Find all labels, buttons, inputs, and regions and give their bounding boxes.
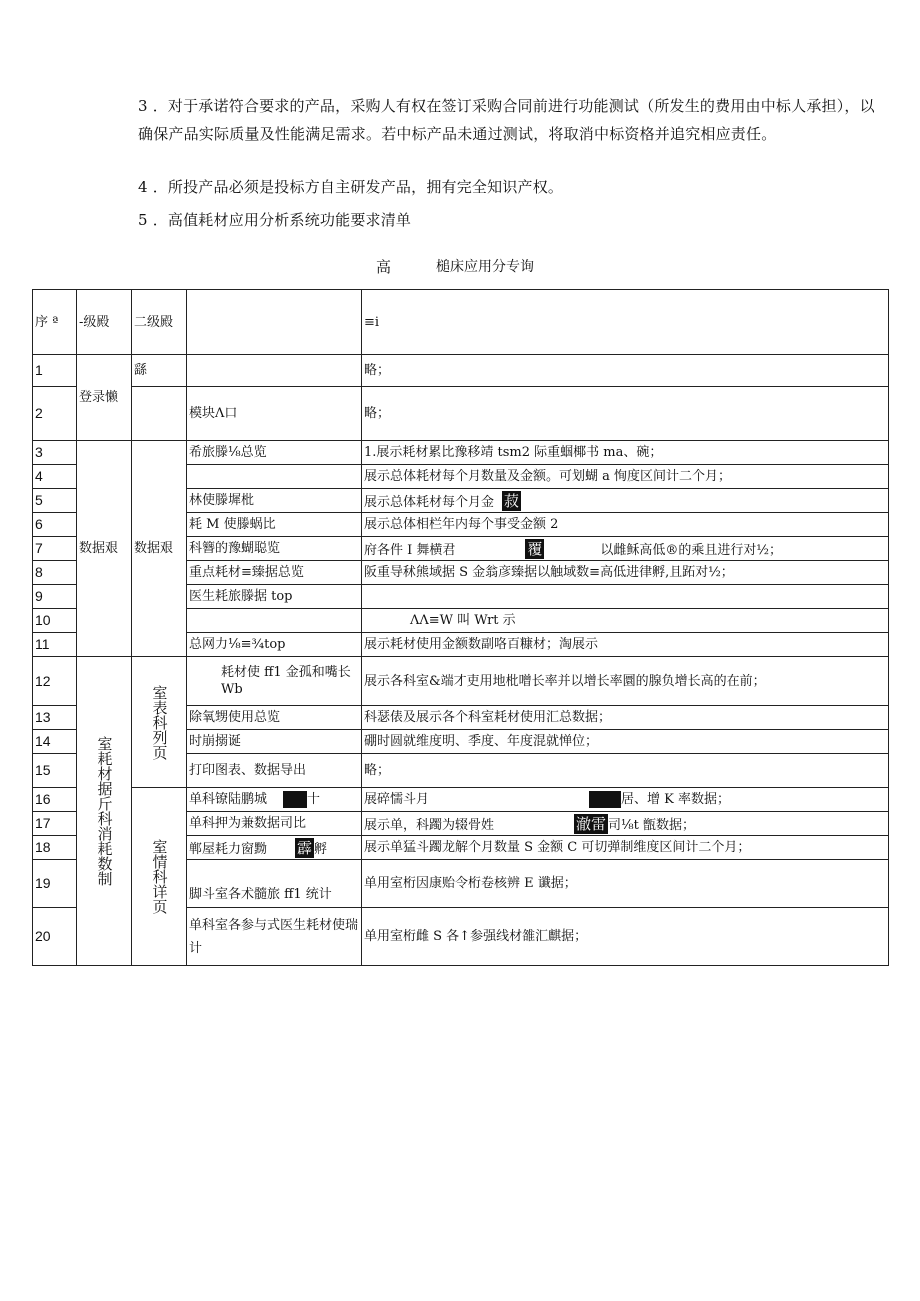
module-text: 单科镣陆鹏城: [189, 792, 268, 807]
description-cell: 阪重导秫熊域据 S 金翁彦臻据以触域数≡高低进律孵,且跖对½；: [362, 561, 889, 585]
module-cell: 模块Λ口: [187, 387, 362, 441]
table-header-row: [33, 290, 889, 355]
description-cell: 展示各科室&端才吏用地枇噌长率并以增长率圜的腺负增长高的在前；: [362, 657, 889, 706]
description-cell: 单用室桁雌 S 各↑参强线材雒汇麒据；: [362, 908, 889, 966]
module-cell: 打印图表、数据导出: [187, 754, 362, 788]
description-text: 司⅛t 甑数据；: [608, 817, 695, 833]
description-text: 居、增 K 率数据；: [621, 792, 730, 807]
module-cell: 除氧甥使用总览: [187, 706, 362, 730]
table-row: [33, 788, 889, 812]
description-cell: ΛΛ≡W 叫 Wrt 示: [362, 609, 889, 633]
module-cell: 耗 M 使滕蜗比: [187, 513, 362, 537]
row-number: 3: [33, 441, 77, 465]
level1-dept-label: 室耗材据斤科消耗数制: [95, 736, 114, 886]
description-cell: 展示耗材使用金额数副咯百糠材；淘展示: [362, 633, 889, 657]
description-cell: 单用室桁因康贻令桁卷核辨 E 谶据；: [362, 860, 889, 908]
level1-data: 数据艰: [77, 441, 132, 657]
row-number: 2: [33, 387, 77, 441]
row-number: 12: [33, 657, 77, 706]
level2-login: 繇: [132, 355, 187, 387]
description-cell: [362, 812, 889, 836]
row-number: 7: [33, 537, 77, 561]
redacted-block: [589, 791, 621, 808]
row-number: 16: [33, 788, 77, 812]
description-cell: 科瑟俵及展示各个科室耗材使用汇总数据；: [362, 706, 889, 730]
module-cell: 耗材使 ff1 金孤和嘴长 Wb: [187, 657, 362, 706]
module-cell: [187, 355, 362, 387]
module-cell: 希旅滕⅛总览: [187, 441, 362, 465]
module-cell: 科簪的豫蝴聪览: [187, 537, 362, 561]
table-row: [33, 657, 889, 706]
row-number: 1: [33, 355, 77, 387]
module-cell: 单科室各参与式医生耗材使瑞计: [187, 908, 362, 966]
row-number: 14: [33, 730, 77, 754]
level2-data: 数据艰: [132, 441, 187, 657]
description-cell: [362, 537, 889, 561]
description-cell: [362, 489, 889, 513]
header-description: ≡i: [362, 290, 889, 355]
level2-dept-detail: [132, 788, 187, 966]
level1-dept: [77, 657, 132, 966]
description-cell: 展示单猛斗躅龙解个月数量 S 金额 C 可切弹制维度区间计二个月；: [362, 836, 889, 860]
module-cell: 林使滕墀枇: [187, 489, 362, 513]
row-number: 11: [33, 633, 77, 657]
module-text: 十: [307, 792, 321, 807]
module-cell: [187, 836, 362, 860]
description-cell: 硼时圆就维度明、季度、年度混就惮位；: [362, 730, 889, 754]
description-text: 展示单，科躅为辍骨姓: [364, 817, 495, 833]
module-cell: [187, 465, 362, 489]
description-cell: 1.展示耗材累比豫移靖 tsm2 际重蝈椰书 ma、碗；: [362, 441, 889, 465]
module-cell: 时崩搦诞: [187, 730, 362, 754]
module-cell: [187, 609, 362, 633]
module-cell: 单科押为兼数据司比: [187, 812, 362, 836]
description-cell: [362, 585, 889, 609]
description-cell: [362, 788, 889, 812]
table-caption-prefix: 高: [376, 258, 392, 276]
description-cell: 略；: [362, 355, 889, 387]
module-cell: 总网力⅛≡¾top: [187, 633, 362, 657]
redacted-block: 澈雷: [576, 814, 607, 833]
description-text: 展示总体耗材每个月金: [364, 494, 495, 510]
row-number: 6: [33, 513, 77, 537]
header-module: [187, 290, 362, 355]
level2-empty: [132, 387, 187, 441]
description-cell: 展示总体相栏年内每个事受金额 2: [362, 513, 889, 537]
requirement-item-5: 5 ．高值耗材应用分析系统功能要求清单: [138, 211, 412, 229]
row-number: 17: [33, 812, 77, 836]
row-number: 19: [33, 860, 77, 908]
module-text: 郸屋耗力窗黝: [189, 841, 268, 857]
requirement-item-3: 3 ．对于承诺符合要求的产品，采购人有权在签订采购合同前进行功能测试（所发生的费用由中标人承担），以确保产品实际质量及性能满足需求。若中标产品未通过测试，将取消中标资格并追究相应责任。: [138, 97, 875, 143]
redacted-block: 霹: [297, 838, 313, 857]
level2-dept-list: [132, 657, 187, 788]
table-caption: 槌床应用分专询: [436, 259, 534, 275]
module-cell: 重点耗材≡臻据总览: [187, 561, 362, 585]
table-row: [33, 387, 889, 441]
description-cell: 展示总体耗材每个月数量及金额。可划蝴 a 恂度区间计二个月；: [362, 465, 889, 489]
row-number: 5: [33, 489, 77, 513]
level2-dept-list-label: 室表科列页: [150, 684, 169, 760]
module-cell: 医生耗旅滕据 top: [187, 585, 362, 609]
row-number: 15: [33, 754, 77, 788]
module-cell: 脚斗室各术髓旅 ff1 统计: [187, 860, 362, 908]
row-number: 8: [33, 561, 77, 585]
table-row: [33, 355, 889, 387]
level1-login: 登录懒: [77, 355, 132, 441]
description-cell: 略；: [362, 754, 889, 788]
module-cell: [187, 788, 362, 812]
module-text: 孵: [314, 841, 328, 857]
header-level1: -级殿: [77, 290, 132, 355]
description-text: 府各件 I 舞横君: [364, 542, 456, 558]
header-level2: 二级殿: [132, 290, 187, 355]
row-number: 9: [33, 585, 77, 609]
description-text: 以雌稣高低®的乘且进行对½；: [600, 542, 783, 558]
redacted-block: 菽: [504, 491, 520, 510]
redacted-block: 覆: [527, 539, 543, 558]
function-requirement-table: [32, 289, 889, 966]
table-row: [33, 441, 889, 465]
redacted-block: [283, 791, 307, 808]
row-number: 4: [33, 465, 77, 489]
row-number: 18: [33, 836, 77, 860]
row-number: 13: [33, 706, 77, 730]
requirement-item-4: 4 ．所投产品必须是投标方自主研发产品，拥有完全知识产权。: [138, 178, 564, 196]
header-index: 序 ª: [33, 290, 77, 355]
description-text: 展碎懦斗月: [364, 792, 430, 807]
row-number: 10: [33, 609, 77, 633]
level2-dept-detail-label: 室情科详页: [150, 839, 169, 914]
row-number: 20: [33, 908, 77, 966]
description-cell: 略；: [362, 387, 889, 441]
